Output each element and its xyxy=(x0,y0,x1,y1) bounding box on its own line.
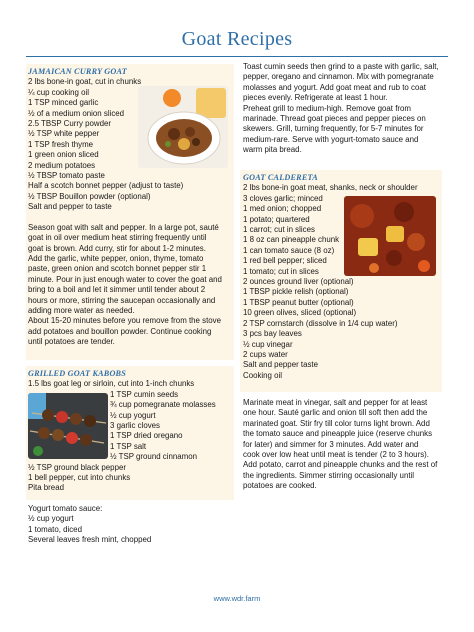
list-item: Cooking oil xyxy=(243,370,283,380)
list-item: 1 TSP fresh thyme xyxy=(28,139,94,149)
list-item: ¾ cup pomegranate molasses xyxy=(110,400,216,410)
list-item: ½ TSP ground black pepper xyxy=(28,462,126,472)
list-item: 1 TSP dried oregano xyxy=(110,431,183,441)
method-line: skewers. Grill, turning frequently, for 5-7 minutes for xyxy=(243,124,424,134)
method-line: warm pita bread. xyxy=(243,145,302,155)
list-item: 2 cups water xyxy=(243,349,288,359)
jamaican-heading: JAMAICAN CURRY GOAT xyxy=(28,67,127,76)
list-item: 1 tomato, diced xyxy=(28,524,82,534)
method-line: minute. Pour in just enough water to cover the goat and xyxy=(28,274,222,284)
list-item: ½ cup yogurt xyxy=(110,410,156,420)
method-line: Season goat with salt and pepper. In a large pot, sauté xyxy=(28,222,219,232)
method-line: Add potato, carrot and pineapple chunks and the rest of xyxy=(243,460,438,470)
method-line: goat is brown. Add curry, stir for about 1-2 minutes. xyxy=(28,243,206,253)
method-line: pepper, oregano and cinnamon. Mix with pomegranate xyxy=(243,72,434,82)
method-line: add potatoes and bouillon powder. Continue cooking xyxy=(28,326,212,336)
list-item: ½ TSP ground cinnamon xyxy=(110,452,198,462)
caldereta-heading: GOAT CALDERETA xyxy=(243,173,318,182)
list-item: 1 TSP salt xyxy=(110,441,147,451)
list-item: 3 garlic cloves xyxy=(110,421,160,431)
list-item: 1 TSP cumin seeds xyxy=(110,389,179,399)
list-item: 2 TSP cornstarch (dissolve in 1/4 cup water) xyxy=(243,318,398,328)
list-item: 3 cloves garlic; minced xyxy=(243,193,323,203)
kabobs-section xyxy=(28,369,234,546)
list-item: 1 TBSP pickle relish (optional) xyxy=(243,287,349,297)
list-item: ¼ cup cooking oil xyxy=(28,87,89,97)
caldereta-method-section xyxy=(243,398,445,492)
method-line: marinade. Thread goat pieces and pepper pieces on xyxy=(243,114,426,124)
method-line: for later) and simmer for 3 minutes. Add water and xyxy=(243,439,419,449)
kabobs-heading: GRILLED GOAT KABOBS xyxy=(28,369,126,378)
list-item: 2 lbs bone-in goat, cut in chunks xyxy=(28,77,142,87)
list-item: ½ cup vinegar xyxy=(243,339,293,349)
list-item: 1 TSP minced garlic xyxy=(28,98,99,108)
method-line: bring to a boil and let it simmer until tender about 2 xyxy=(28,285,206,295)
method-line: the ingredients. Simmer stirring occasionally until xyxy=(243,470,415,480)
method-line: medium-rare. Serve with yogurt-tomato sauce and xyxy=(243,134,419,144)
list-item: 1 can tomato sauce (8 oz) xyxy=(243,245,335,255)
list-item: 1 med onion; chopped xyxy=(243,204,322,214)
list-item: ½ of a medium onion sliced xyxy=(28,108,125,118)
list-item: 1 red bell pepper; sliced xyxy=(243,256,327,266)
method-line: adding more water as needed. xyxy=(28,305,135,315)
list-item: 1 carrot; cut in slices xyxy=(243,225,315,235)
list-item: Salt and pepper taste xyxy=(243,360,319,370)
list-item: 1 8 oz can pineapple chunk xyxy=(243,235,340,245)
page-title: Goat Recipes xyxy=(181,28,293,50)
list-item: 2 ounces ground liver (optional) xyxy=(243,277,354,287)
list-item: ½ cup yogurt xyxy=(28,514,74,524)
list-item: 10 green olives, sliced (optional) xyxy=(243,308,357,318)
jamaican-section xyxy=(28,67,234,348)
list-item: 1 green onion sliced xyxy=(28,150,99,160)
method-line: marinated goat. Stir fry till color turns light brown. Add xyxy=(243,418,430,428)
list-item: Salt and pepper to taste xyxy=(28,202,112,212)
list-item: ½ TBSP Bouillon powder (optional) xyxy=(28,191,151,201)
method-line: goat in oil over medium heat stirring frequently until xyxy=(28,233,207,243)
method-line: Toast cumin seeds then grind to a paste with garlic, salt, xyxy=(243,62,439,71)
method-line: paste, green onion and scotch bonnet pepper stir 1 xyxy=(28,264,207,274)
method-line: hours or more, stirring the saucepan occasionally and xyxy=(28,295,216,305)
method-line: molasses and yogurt. Add goat meat and rub to coat xyxy=(243,82,426,92)
list-item: 1 bell pepper, cut into chunks xyxy=(28,473,131,483)
list-item: ½ TSP white pepper xyxy=(28,129,100,139)
list-item: 1 TBSP peanut butter (optional) xyxy=(243,297,354,307)
method-line: the tomato sauce and pineapple juice (reserve chunks xyxy=(243,429,433,439)
list-item: 1 potato; quartered xyxy=(243,214,310,224)
list-item: 1.5 lbs goat leg or sirloin, cut into 1-inch chunks xyxy=(28,379,195,389)
list-item: Several leaves fresh mint, chopped xyxy=(28,535,152,545)
footer-link[interactable]: www.wdr.farm xyxy=(213,594,261,603)
kabobs-method-section xyxy=(243,62,445,156)
spacer xyxy=(28,494,234,504)
list-item: 2 lbs bone-in goat meat, shanks, neck or shoulder xyxy=(243,183,418,193)
list-item: 2.5 TBSP Curry powder xyxy=(28,119,112,129)
list-item: Yogurt tomato sauce: xyxy=(28,503,103,513)
caldereta-section xyxy=(243,173,445,381)
method-line: Marinate meat in vinegar, salt and pepper for at least xyxy=(243,398,428,407)
spacer xyxy=(28,213,234,223)
list-item: ½ TBSP tomato paste xyxy=(28,171,105,181)
method-line: potatoes are cooked. xyxy=(243,481,317,491)
method-line: Add the garlic, white pepper, onion, thyme, tomato xyxy=(28,253,204,263)
list-item: Half a scotch bonnet pepper (adjust to taste) xyxy=(28,181,184,191)
method-line: Preheat grill to medium-high. Remove goat from xyxy=(243,103,411,113)
list-item: 3 pcs bay leaves xyxy=(243,329,302,339)
method-line: until potatoes are tender. xyxy=(28,337,115,347)
method-line: cook over low heat until meat is tender (2 to 3 hours). xyxy=(243,450,429,460)
method-line: About 15-20 minutes before you remove from the stove xyxy=(28,316,221,326)
list-item: Pita bread xyxy=(28,483,64,493)
list-item: 2 medium potatoes xyxy=(28,160,96,170)
title-rule xyxy=(26,56,448,57)
list-item: 1 tomato; cut in slices xyxy=(243,266,319,276)
method-line: pieces evenly. Refrigerate at least 1 hour. xyxy=(243,93,388,103)
method-line: one hour. Sauté garlic and onion till soft then add the xyxy=(243,408,428,418)
